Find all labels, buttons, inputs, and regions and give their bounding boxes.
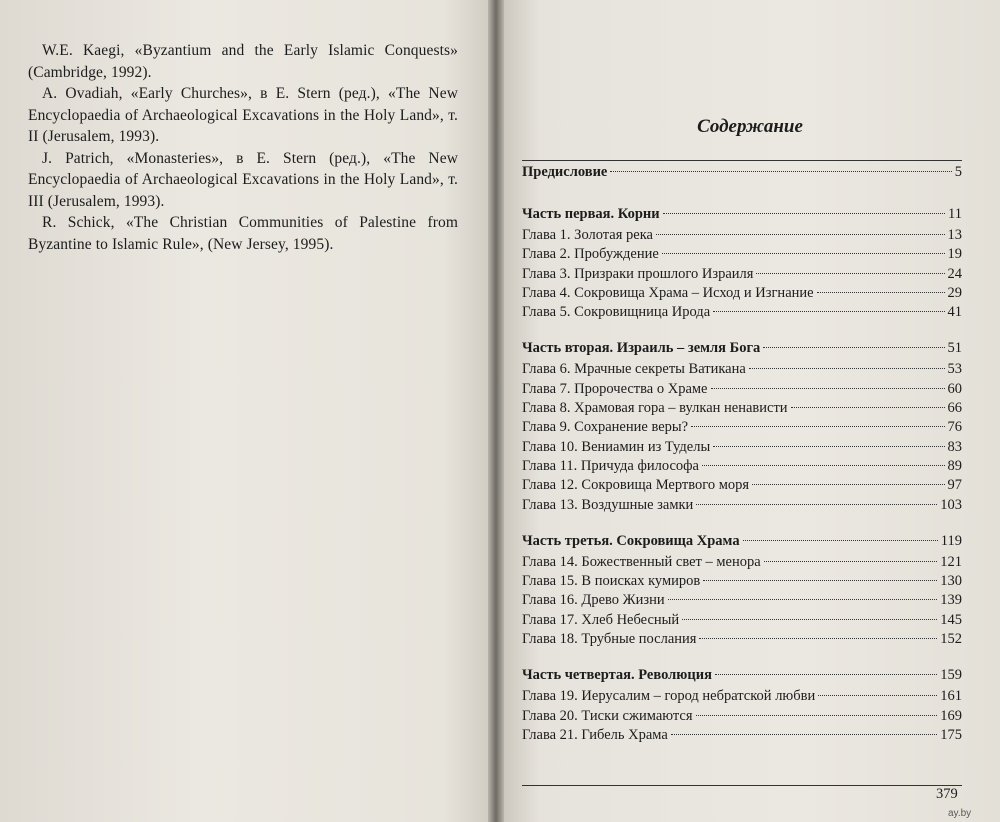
toc-entry-title: Глава 11. Причуда философа — [522, 457, 699, 474]
toc-entry-title: Глава 20. Тиски сжимаются — [522, 707, 693, 724]
dot-leader — [715, 674, 937, 675]
dot-leader — [817, 292, 945, 293]
toc-entry-page: 159 — [940, 667, 962, 684]
toc-chapter-entry — [522, 591, 962, 610]
toc-chapter-entry — [522, 438, 962, 457]
contents-title: Содержание — [697, 116, 803, 137]
toc-entry-page: 97 — [947, 477, 962, 494]
toc-entry-title: Глава 14. Божественный свет – менора — [522, 553, 761, 570]
toc-entry-page: 121 — [940, 553, 962, 570]
reference-item: R. Schick, «The Christian Communities of Palestine from Byzantine to Islamic Rule», (New Jersey, 1995). — [28, 214, 458, 253]
toc-chapter-entry — [522, 457, 962, 476]
section-gap — [522, 515, 962, 529]
bibliography — [28, 40, 458, 255]
dot-leader — [756, 273, 944, 274]
page-number: 379 — [936, 786, 958, 802]
toc-entry-page: 152 — [940, 631, 962, 648]
toc-entry-title: Часть первая. Корни — [522, 206, 660, 222]
dot-leader — [699, 638, 937, 639]
section-gap — [522, 649, 962, 663]
dot-leader — [656, 234, 945, 235]
toc-entry-title: Глава 4. Сокровища Храма – Исход и Изгнание — [522, 284, 814, 301]
toc-entry-title: Глава 12. Сокровища Мертвого моря — [522, 477, 750, 494]
toc-entry-page: 53 — [947, 361, 962, 378]
toc-chapter-entry — [522, 245, 962, 264]
toc-entry-title: Глава 15. В поисках кумиров — [522, 573, 701, 590]
toc-entry-title: Часть вторая. Израиль – земля Бога — [522, 340, 761, 357]
reference-item: A. Ovadiah, «Early Churches», в E. Stern (ред.), «The New Encyclopaedia of Archaeological Excavations in the Holy Land», т. II (Jerusalem, 1993). — [28, 85, 458, 145]
toc-entry-page: 130 — [940, 573, 962, 590]
toc-entry-title: Глава 17. Хлеб Небесный — [522, 611, 680, 628]
toc-part-entry — [522, 529, 962, 553]
toc-chapter-entry — [522, 226, 962, 245]
dot-leader — [763, 347, 944, 348]
watermark: ay.by — [948, 808, 972, 819]
reference-item: J. Patrich, «Monasteries», в E. Stern (ред.), «The New Encyclopaedia of Archaeological Excavations in the Holy Land», т. III (Jerusalem, 1993). — [28, 149, 458, 210]
dot-leader — [764, 561, 938, 562]
dot-leader — [662, 253, 945, 254]
toc-entry-title: Часть третья. Сокровища Храма — [522, 532, 740, 549]
dot-leader — [752, 484, 944, 485]
toc-entry-title: Часть четвертая. Революция — [522, 667, 712, 684]
toc-entry-page: 145 — [940, 611, 962, 628]
toc-entry-page: 139 — [940, 592, 962, 609]
toc-entry-title: Глава 18. Трубные послания — [522, 631, 697, 648]
toc-chapter-entry — [522, 611, 962, 630]
dot-leader — [610, 171, 951, 172]
toc-entry-page: 103 — [940, 496, 962, 513]
dot-leader — [682, 619, 937, 620]
toc-chapter-entry — [522, 399, 962, 418]
toc-chapter-entry — [522, 303, 962, 322]
toc-entry-page: 29 — [947, 284, 962, 301]
toc-chapter-entry — [522, 687, 962, 706]
toc-entry-title: Глава 7. Пророчества о Храме — [522, 380, 708, 397]
toc-entry-title: Глава 1. Золотая река — [522, 227, 653, 243]
toc-entry-title: Глава 13. Воздушные замки — [522, 496, 694, 513]
toc-chapter-entry — [522, 476, 962, 495]
toc-entry-page: 175 — [940, 726, 962, 743]
toc-chapter-entry — [522, 418, 962, 437]
dot-leader — [713, 446, 944, 447]
toc-entry-title: Глава 10. Вениамин из Туделы — [522, 438, 711, 455]
toc-chapter-entry — [522, 553, 962, 572]
section-gap — [522, 322, 962, 336]
toc-entry-page: 169 — [940, 707, 962, 724]
toc-part-entry — [522, 160, 962, 184]
dot-leader — [696, 715, 938, 716]
toc-entry-title: Предисловие — [522, 164, 608, 180]
toc-entry-page: 5 — [954, 164, 962, 180]
toc-entry-title: Глава 5. Сокровищница Ирода — [522, 304, 711, 321]
dot-leader — [691, 426, 944, 427]
toc-entry-page: 51 — [947, 340, 962, 357]
dot-leader — [743, 540, 938, 541]
toc-chapter-entry — [522, 265, 962, 284]
table-of-contents — [522, 160, 962, 745]
toc-chapter-entry — [522, 707, 962, 726]
toc-chapter-entry — [522, 380, 962, 399]
toc-entry-title: Глава 19. Иерусалим – город небратской любви — [522, 688, 816, 705]
toc-entry-title: Глава 6. Мрачные секреты Ватикана — [522, 361, 746, 378]
toc-entry-title: Глава 9. Сохранение веры? — [522, 419, 689, 436]
reference-item: W.E. Kaegi, «Byzantium and the Early Islamic Conquests» (Cambridge, 1992). — [28, 42, 458, 81]
toc-entry-title: Глава 3. Призраки прошлого Израиля — [522, 265, 754, 282]
toc-entry-page: 11 — [948, 206, 962, 222]
toc-chapter-entry — [522, 726, 962, 745]
toc-entry-page: 24 — [947, 265, 962, 282]
toc-entry-page: 83 — [947, 438, 962, 455]
toc-entry-page: 119 — [940, 532, 962, 549]
toc-entry-page: 66 — [947, 400, 962, 417]
toc-entry-page: 60 — [947, 380, 962, 397]
bottom-rule — [522, 785, 962, 786]
toc-entry-page: 76 — [947, 419, 962, 436]
dot-leader — [703, 580, 937, 581]
dot-leader — [671, 734, 937, 735]
toc-entry-page: 19 — [947, 246, 962, 263]
toc-entry-page: 161 — [940, 688, 962, 705]
dot-leader — [702, 465, 945, 466]
toc-chapter-entry — [522, 496, 962, 515]
toc-part-entry — [522, 663, 962, 687]
dot-leader — [713, 311, 944, 312]
dot-leader — [668, 599, 938, 600]
dot-leader — [696, 504, 937, 505]
toc-chapter-entry — [522, 572, 962, 591]
toc-part-entry — [522, 202, 962, 226]
toc-chapter-entry — [522, 360, 962, 379]
toc-entry-page: 13 — [947, 227, 962, 243]
section-gap — [522, 188, 962, 202]
dot-leader — [663, 213, 945, 214]
toc-entry-title: Глава 16. Древо Жизни — [522, 592, 665, 609]
dot-leader — [749, 368, 945, 369]
toc-chapter-entry — [522, 630, 962, 649]
toc-entry-title: Глава 8. Храмовая гора – вулкан ненависти — [522, 400, 788, 417]
dot-leader — [818, 695, 937, 696]
toc-chapter-entry — [522, 284, 962, 303]
toc-part-entry — [522, 336, 962, 360]
toc-entry-title: Глава 21. Гибель Храма — [522, 726, 668, 743]
toc-entry-page: 41 — [947, 304, 962, 321]
dot-leader — [791, 407, 945, 408]
toc-entry-title: Глава 2. Пробуждение — [522, 246, 659, 263]
dot-leader — [711, 388, 945, 389]
toc-entry-page: 89 — [947, 457, 962, 474]
